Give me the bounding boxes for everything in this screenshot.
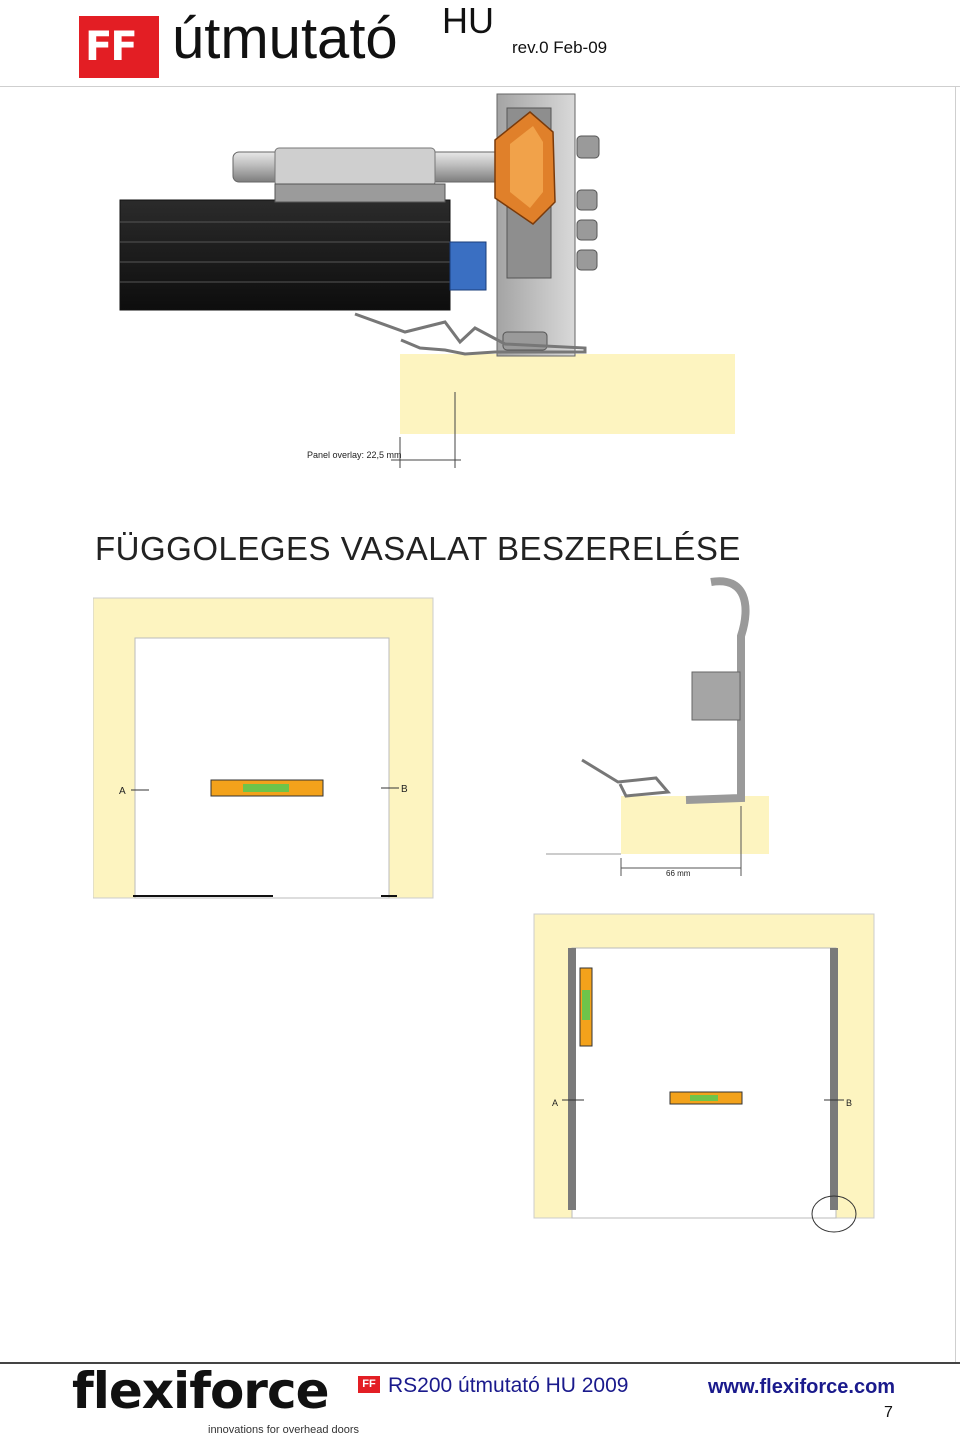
door-opening xyxy=(135,638,389,898)
ff-logo: FF xyxy=(79,16,159,78)
seal-profile xyxy=(582,760,668,796)
door-opening xyxy=(572,948,836,1218)
document-title: útmutató xyxy=(172,6,398,71)
header-divider xyxy=(0,86,960,87)
hinge-clip xyxy=(450,242,486,290)
brand-tagline: innovations for overhead doors xyxy=(208,1424,360,1436)
marker-a-label: A xyxy=(552,1098,559,1108)
section-heading: FÜGGOLEGES VASALAT BESZERELÉSE xyxy=(95,530,741,567)
roller-bracket-diagram xyxy=(115,92,740,472)
footer-website-link[interactable]: www.flexiforce.com xyxy=(708,1376,896,1398)
overlay-dimension-label: Panel overlay: 22,5 mm xyxy=(307,450,402,460)
opening-level-diagram xyxy=(93,596,437,902)
left-track xyxy=(568,948,576,1210)
track-dimension-label: 66 mm xyxy=(666,869,691,878)
language-code: HU xyxy=(442,0,494,41)
door-panel xyxy=(120,200,450,310)
track-profile-diagram xyxy=(546,576,772,882)
vertical-tracks-diagram xyxy=(532,912,878,1242)
marker-a-label: A xyxy=(119,786,126,797)
footer-document-name: RS200 útmutató HU 2009 xyxy=(388,1374,629,1397)
right-track xyxy=(830,948,838,1210)
wall-block xyxy=(400,354,735,434)
marker-b-label: B xyxy=(846,1098,853,1108)
right-margin-line xyxy=(955,86,956,1362)
page-number: 7 xyxy=(884,1404,893,1421)
wall-block xyxy=(621,796,769,854)
revision-label: rev.0 Feb-09 xyxy=(512,38,608,57)
marker-b-label: B xyxy=(401,784,408,795)
